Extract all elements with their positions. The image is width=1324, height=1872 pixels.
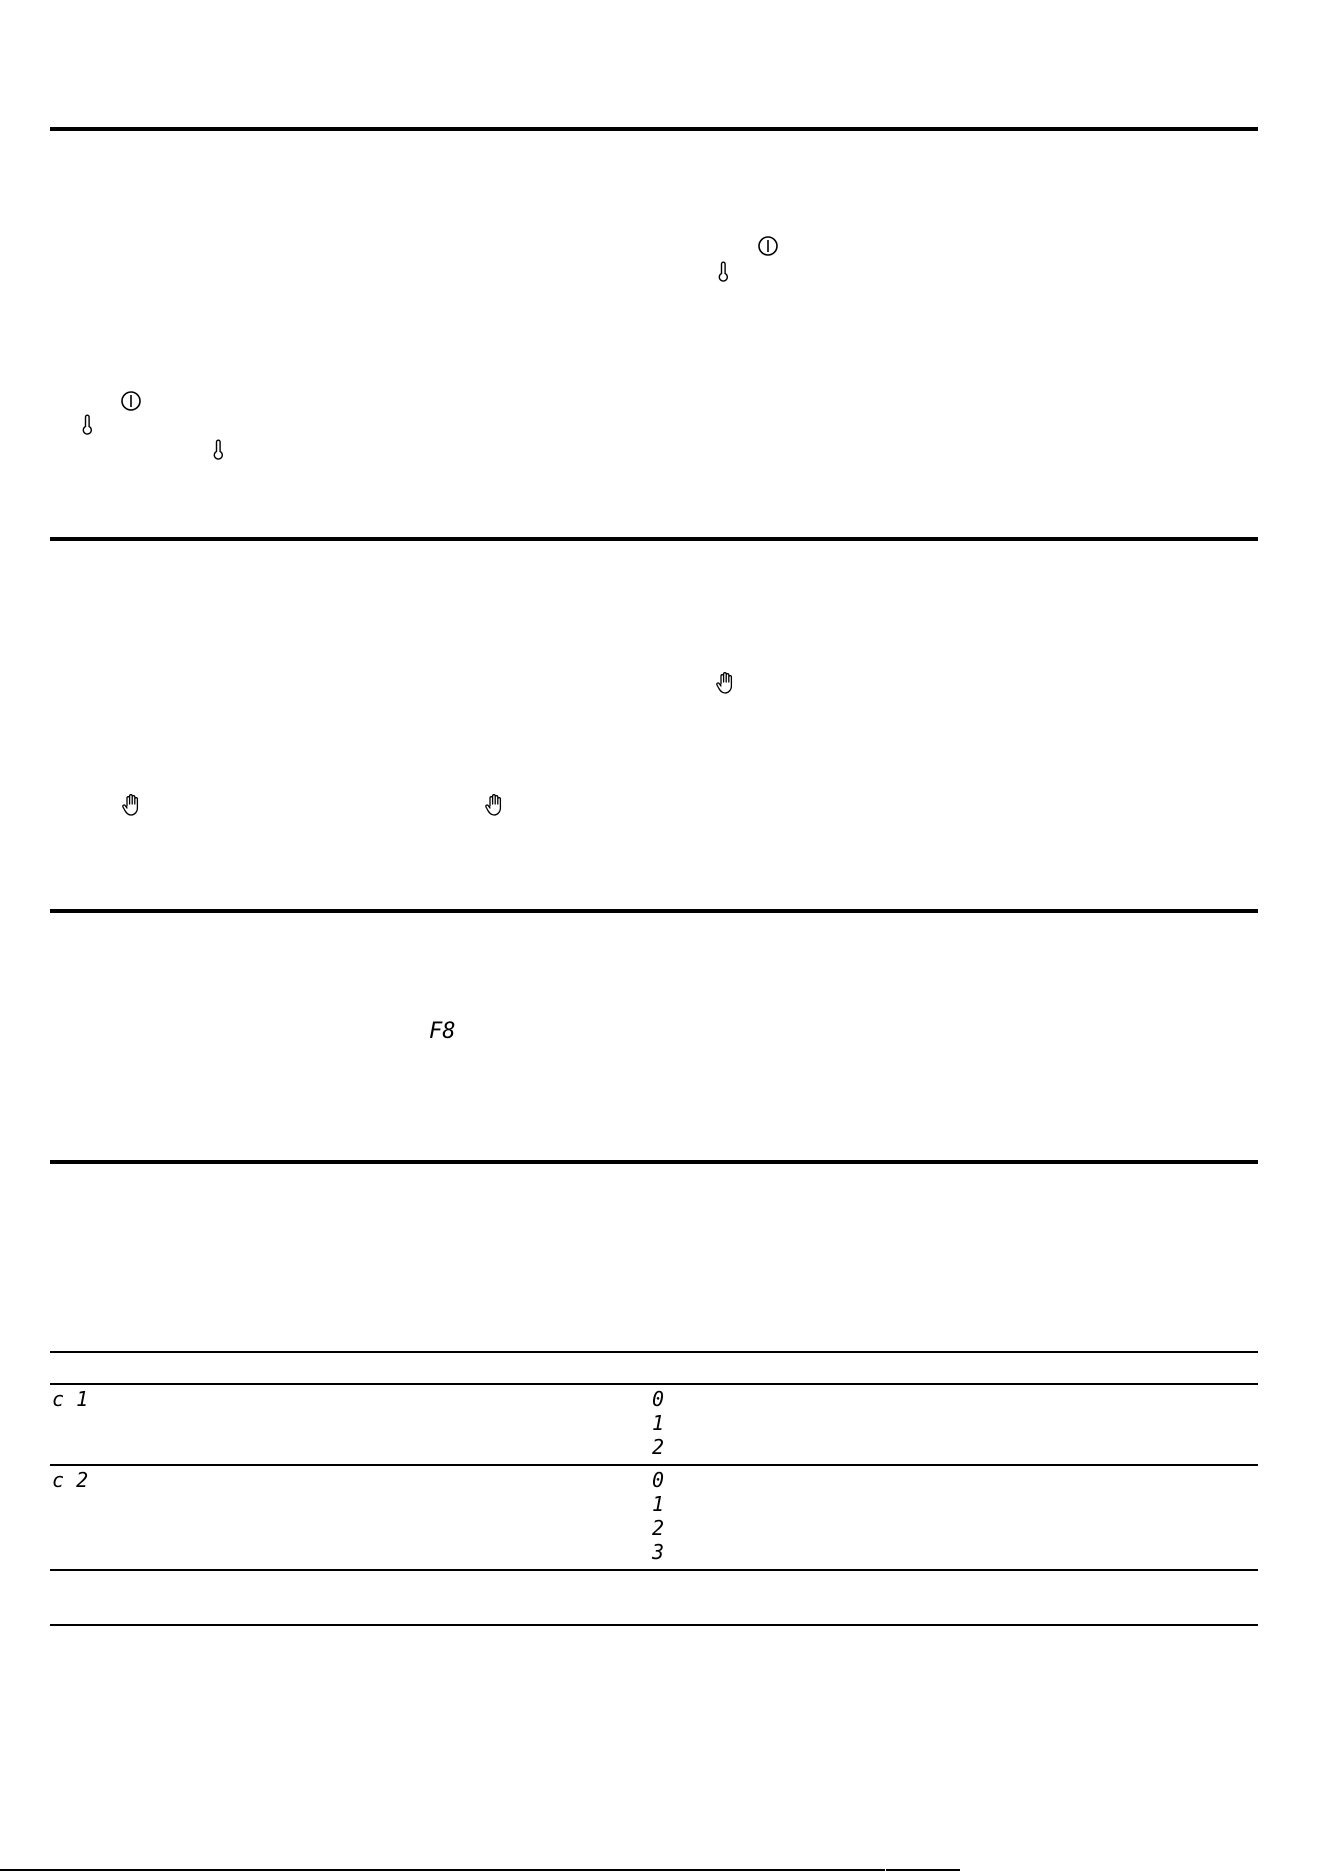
thermometer-icon [80,414,94,436]
table-row-rule [50,1569,1258,1571]
table-code-c2: c 2 [52,1468,89,1492]
hand-icon [715,671,737,695]
power-icon [757,235,779,257]
table-value: 1 [652,1492,665,1516]
thermometer-icon [211,439,225,461]
power-icon [120,390,142,412]
table-row-rule [50,1464,1258,1466]
section-divider-4 [50,1160,1258,1164]
table-value: 2 [652,1435,665,1459]
hand-icon [121,793,143,817]
section-divider-3 [50,909,1258,913]
footer-rule [0,1869,960,1871]
table-value: 3 [652,1540,665,1564]
hand-icon [484,793,506,817]
thermometer-icon [716,261,730,283]
section-divider-2 [50,537,1258,541]
table-top-rule [50,1351,1258,1353]
table-value: 1 [652,1411,665,1435]
error-code-display: F8 [429,1019,456,1044]
table-header-rule [50,1383,1258,1385]
table-value: 2 [652,1516,665,1540]
table-bottom-rule [50,1624,1258,1626]
table-code-c1: c 1 [52,1387,89,1411]
table-value: 0 [652,1387,665,1411]
footer-rule-gap [885,1866,886,1872]
table-value: 0 [652,1468,665,1492]
section-divider-1 [50,127,1258,131]
